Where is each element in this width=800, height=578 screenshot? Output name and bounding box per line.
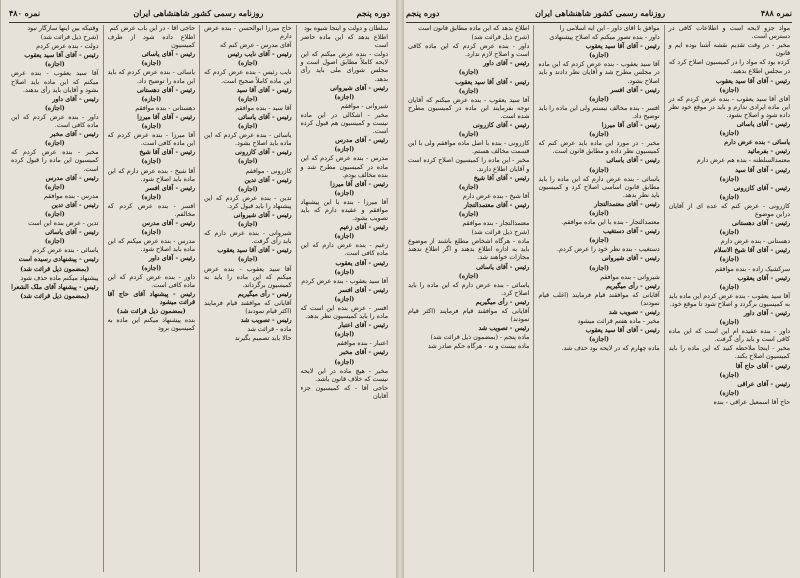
permission-note: (اجازه)	[237, 256, 258, 264]
paragraph: مخبر - ماده هفتم قرائت میشود	[577, 318, 660, 326]
paragraph: زعیم - بنده عرض دارم که این ماده کافی است.	[300, 242, 388, 258]
permission-note: (اجازه)	[458, 183, 479, 191]
permission-note: (اجازه)	[719, 229, 740, 237]
paragraph: مخبر - هیچ ماده در این لایحه نیست که خلاف قانون باشد.	[300, 367, 388, 383]
right-page	[398, 0, 800, 578]
paragraph: یاسائی - بنده عرض کردم که این ماده باید اصلاح بشود.	[204, 132, 292, 148]
speaker-line: رئیس - آقای آقا میرزا	[601, 122, 660, 130]
paragraph: آقا شیخ - بنده عرض دارم	[462, 192, 530, 200]
speaker-line: رئیس - آقای کازرونی	[472, 122, 530, 130]
speaker-line: رئیس - آقای یاسائی	[736, 121, 790, 129]
paragraph: کازرونی - بنده با اصل ماده موافقم ولی با این قسمت مخالف هستم.	[408, 140, 530, 156]
permission-note: (اجازه)	[141, 95, 162, 103]
paragraph: دستغیب - بنده نظر خود را عرض کردم.	[557, 246, 660, 254]
permission-note: (اجازه)	[141, 229, 162, 237]
text-column	[404, 25, 534, 572]
paragraph: دهستانی - بنده عرض دارم	[720, 238, 790, 246]
right-page-number: نمره ۴۸۸	[760, 8, 792, 18]
paragraph: بنده پیشنهاد میکنم این ماده به کمیسیون برود	[107, 317, 195, 333]
paragraph: آقایانی که موافقند قیام فرمایند (اغلب قیام نمودند)	[538, 291, 660, 307]
permission-note: (اجازه)	[589, 52, 609, 60]
speaker-line: رئیس - آقای آقا میرزا	[330, 180, 388, 188]
paragraph: دولت - بنده عرض کردم	[36, 43, 99, 51]
speaker-line: رئیس - آقای آقا سید	[236, 86, 292, 94]
speaker-line: رئیس - آقای مدرس	[45, 174, 99, 182]
permission-note: (اجازه)	[719, 175, 740, 183]
paragraph: تدین - بنده عرض کردم که این پیشنهاد را باید قبول کرد.	[204, 194, 292, 210]
speaker-line: رئیس - آقای تدین	[51, 201, 99, 209]
paragraph: ماده - قرائت شد	[247, 326, 292, 334]
permission-note: (بمضمون ذیل قرائت شد)	[116, 308, 186, 315]
paragraph: آقایانی که موافقند قیام فرمایند (اکثر قیام نمودند)	[408, 308, 530, 324]
permission-note: (اجازه)	[141, 158, 162, 166]
speaker-line: رئیس - آقای آقا شیخ الاسلام	[713, 247, 790, 255]
paragraph: افسر - بنده عرض کردم که مخالفم.	[107, 202, 195, 218]
speaker-line: رئیس - آقای کازرونی	[733, 184, 790, 192]
speaker-line: رئیس - آقای حاج آقا	[735, 362, 790, 370]
speaker-line: رئیس - آقای معتمدالتجار	[463, 201, 530, 209]
permission-note: (اجازه)	[334, 331, 355, 339]
speaker-line: رئیس - آقای کازرونی	[234, 149, 292, 157]
paragraph: شیروانی - بنده موافقم	[600, 273, 660, 281]
speaker-line: رئیس - آقای مخبر	[50, 131, 99, 139]
left-page-header	[9, 6, 390, 23]
paragraph: معتمدالتجار - بنده موافقم	[462, 220, 530, 228]
speaker-line: رئیس - تصویب شد	[240, 317, 292, 325]
speaker-line: رئیس - آقای افسر	[610, 86, 660, 94]
paragraph: موافق با آقای داور - این آیه اسلامی را	[559, 25, 660, 32]
left-page-number: نمره ۴۸۰	[9, 8, 41, 18]
paragraph: یاسائی - بنده عرض کردم	[32, 247, 99, 255]
paragraph: کازرونی - موافقم	[245, 167, 292, 175]
speaker-line: رئیس - آقای افسر	[145, 184, 195, 192]
paragraph: دهستانی - بنده موافقم	[135, 104, 195, 112]
permission-note: (اجازه)	[237, 185, 258, 193]
speaker-line: رئیس - آقای یعقوب	[335, 259, 388, 267]
paragraph: یاسائی - بنده عرض دارم که این ماده را باید اصلاح کرد.	[408, 281, 530, 297]
permission-note: (اجازه)	[719, 193, 740, 201]
speaker-line: رئیس - پیشنهاد آقای ملک الشعرا	[11, 283, 99, 291]
permission-note: (اجازه)	[141, 123, 162, 131]
paragraph: داور - بنده تصور میکنم که اصلاح پیشنهادی	[549, 34, 660, 42]
paragraph: آقا سید یعقوب - بنده عرض کردم	[301, 277, 388, 285]
speaker-line: رئیس - آقای یعقوب	[737, 274, 790, 282]
permission-note: (اجازه)	[719, 371, 740, 379]
speaker-line: رئیس - آقای اعتبار	[338, 322, 388, 330]
paragraph: آقا سید - بنده موافقم	[235, 104, 292, 112]
speaker-line: رئیس - آقای یاسائی	[238, 113, 292, 121]
paragraph: معتمدالسلطنه - بنده هم عرض دارم	[696, 157, 790, 165]
speaker-line: رئیس - آقای معتمدالتجار	[594, 200, 660, 208]
paragraph: مواد جزو لایحه است و اطلاعات کافی در دسترس است.	[668, 25, 790, 41]
permission-note: (اجازه)	[334, 268, 355, 276]
paragraph: آقا سید یعقوب - بنده عرض کردم که این ماده در مجلس مطرح شد و آقایان نظر دادند و باید اصلاح بشود.	[538, 61, 660, 85]
permission-note: (اجازه)	[334, 93, 355, 101]
permission-note: (اجازه)	[589, 237, 609, 245]
paragraph: حاج میرزا ابوالحسن - بنده عرض دارم	[204, 25, 292, 41]
paragraph: آقا سید یعقوب - بنده عرض میکنم که این ماده را باید به کمیسیون برگرداند.	[204, 265, 292, 289]
permission-note: (اجازه)	[237, 60, 258, 68]
paragraph: حاجی آقا - که کمیسیون جزء آقایان	[300, 384, 388, 400]
permission-note: (اجازه)	[141, 193, 162, 201]
paragraph: مخبر - اینجا ملاحظه کنید که این ماده را باید کمیسیون اصلاح بکند.	[668, 345, 790, 361]
speaker-line: رئیس - آقای مدرس	[335, 137, 388, 145]
speaker-line: رئیس - آقای آقا شیخ	[473, 174, 530, 182]
speaker-line: رئیس - آقای دستغیب	[603, 228, 660, 236]
permission-note: (اجازه)	[237, 221, 258, 229]
permission-note: (اجازه)	[719, 389, 740, 397]
permission-note: (اجازه)	[458, 210, 479, 218]
speaker-line: رئیس - آقای داور	[148, 255, 195, 263]
permission-note: (اجازه)	[44, 104, 65, 112]
speaker-line: رئیس - آقای یاسائی	[45, 229, 99, 237]
speaker-line: رئیس - آقای داور	[52, 95, 99, 103]
speaker-line: رئیس - آقای شیروانی	[330, 84, 388, 92]
paragraph: مخبر - اشکالی در این ماده نیست و کمیسیون هم قبول کرده است.	[300, 111, 388, 136]
permission-note: (اجازه)	[44, 61, 65, 69]
speaker-line: رئیس - آقای یاسائی	[606, 157, 660, 165]
speaker-line: رئیس - آقای آقا سید یعقوب	[715, 77, 790, 85]
speaker-line: رئیس - آقای آقا شیخ	[139, 149, 195, 157]
paragraph: آقا سید یعقوب - بنده عرض کردم این ماده باید به کمیسیون برگردد و اصلاح شود تا موقع خود.	[668, 292, 790, 308]
text-column	[104, 25, 201, 572]
permission-note: (اجازه)	[589, 264, 609, 272]
permission-note: (اجازه)	[589, 95, 609, 103]
speaker-line: رئیس - آقای داور	[743, 310, 790, 317]
permission-note: (اجازه)	[334, 233, 355, 241]
right-page-columns	[404, 25, 794, 572]
speaker-line: رئیس - آقای آقا سید یعقوب	[455, 78, 530, 86]
right-newspaper-title: روزنامه رسمی کشور شاهنشاهی ایران	[535, 8, 666, 18]
text-column	[297, 25, 393, 572]
paragraph: مخبر - در مورد این ماده باید عرض کنم که کمیسیون نظر داده و مطابق قانون است.	[538, 140, 660, 156]
paragraph: نایب رئیس - بنده عرض کردم که این ماده کاملاً صحیح است.	[204, 69, 292, 85]
paragraph: در مجلس اطلاع بدهید.	[730, 68, 790, 76]
paragraph: اطلاع داده شود از طرف کمیسیون	[107, 34, 195, 50]
speaker-line: رئیس - آقای عراقی	[737, 380, 790, 388]
paragraph: ماده چهارم که در لایحه بود حذف شد.	[561, 345, 660, 353]
permission-note: (اجازه)	[44, 210, 65, 218]
speaker-line: رئیس - آقای دهستانی	[136, 86, 195, 94]
paragraph: شیروانی - موافقم	[340, 102, 388, 110]
permission-note: (اجازه)	[719, 130, 740, 138]
permission-note: (اجازه)	[589, 209, 609, 217]
paragraph: آقای مدرس - عرض کنم که	[220, 42, 292, 50]
permission-note: (اجازه)	[458, 272, 479, 280]
speaker-line: رئیس - آقای نایب رئیس	[227, 51, 292, 59]
speaker-line: رئیس - بفرمائید	[747, 148, 790, 156]
permission-note: (اجازه)	[589, 166, 609, 174]
speaker-line: رئیس - رأی میگیریم	[475, 298, 530, 306]
speaker-line: رئیس - آقای آقا سید یعقوب	[24, 52, 99, 60]
speaker-line: رئیس - آقای آقا سید یعقوب	[585, 327, 660, 335]
right-session-label: دوره پنجم	[406, 8, 440, 18]
paragraph: مدرس - بنده عرض کردم که این ماده در کمیسیون مطرح شد و بنده مخالف بودم.	[300, 155, 388, 179]
permission-note: (اجازه)	[589, 336, 609, 344]
permission-note: (بمضمون ذیل قرائت شد)	[20, 265, 90, 273]
speaker-line: رئیس - آقای افسر	[338, 286, 388, 294]
permission-note: (اجازه)	[141, 60, 162, 68]
paragraph: آقا سید یعقوب - بنده عرض میکنم که آقایان توجه بفرمایند این ماده در کمیسیون مطرح شده است.	[408, 96, 530, 120]
speaker-line: رئیس - آقای آقا سید یعقوب	[585, 43, 660, 51]
speaker-line: رئیس - پیشنهادی رسیده است	[18, 256, 99, 264]
paragraph: دولت - بنده عرض میکنم که این لایحه کاملاً مطابق اصول است و مجلس شورای ملی باید رأی بدهد.	[300, 51, 388, 83]
permission-note: (اجازه)	[458, 131, 479, 139]
paragraph: آقا میرزا - بنده با این پیشنهاد موافقم و عقیده دارم که باید تصویب بشود.	[300, 198, 388, 223]
paragraph: ماده بیست و نه - هرگاه حکم صادر شد	[427, 343, 530, 351]
paragraph: شیروانی - بنده عرض دارم که باید رأی گرفت.	[204, 230, 292, 246]
permission-note: (اجازه)	[458, 87, 479, 95]
speaker-line: رئیس - آقای یاسائی	[141, 51, 195, 59]
permission-note: (اجازه)	[334, 189, 355, 197]
paragraph: داور - بنده عقیده ام این است که این ماده کافی است و باید رأی گرفت.	[668, 328, 790, 344]
permission-note: (اجازه)	[44, 238, 65, 246]
speaker-line: رئیس - آقای مخبر	[339, 349, 388, 357]
text-column	[665, 25, 794, 572]
paragraph: مخبر - بنده عرض کردم که کمیسیون این ماده را قبول کرده است.	[11, 149, 99, 173]
permission-note: (اجازه)	[719, 256, 740, 264]
speaker-line: رئیس - تصویب شد	[478, 325, 530, 333]
paragraph: مدرس - بنده موافقم	[43, 192, 99, 200]
permission-note: (اجازه)	[141, 264, 162, 272]
paragraph: اطلاع بدهد که این ماده حاضر است	[300, 34, 388, 50]
permission-note: (اجازه)	[719, 283, 740, 291]
paragraph: داور - بنده عرض کردم که این ماده کافی است.	[11, 113, 99, 130]
permission-note: (اجازه)	[334, 295, 355, 303]
left-session-label: دوره پنجم	[356, 8, 390, 18]
permission-note: (اجازه)	[44, 140, 65, 148]
paragraph: کازرونی - عرض کنم که عده ای از آقایان دراین موضوع	[668, 202, 790, 218]
paragraph: تدین - عرض بنده این است	[28, 220, 99, 228]
permission-note: (اجازه)	[719, 86, 740, 94]
speaker-line: رئیس - تصویب شد	[608, 309, 660, 316]
paragraph: حاج آقا اسمعیل عراقی - بنده	[713, 398, 790, 406]
speaker-line: رئیس - آقای مدرس	[142, 220, 195, 228]
right-page-header	[406, 6, 792, 23]
permission-note: (اجازه)	[44, 183, 65, 191]
paragraph: مدرس - بنده عرض میکنم که این ماده باید اصلاح شود.	[107, 238, 195, 254]
paragraph: (شرح ذیل قرائت شد)	[40, 34, 99, 42]
left-page-columns	[7, 25, 392, 572]
paragraph: مخبر - در وقت تقدیم نقشه آشنا بوده ایم و قانون	[668, 42, 790, 58]
paragraph: وقتیکه بین اینها سازگار نبود	[27, 25, 99, 32]
text-column	[534, 25, 664, 572]
speaker-line: رئیس - آقای داور	[483, 60, 530, 68]
paragraph: ماده پنجم - (بمضمون ذیل قرائت شد)	[430, 334, 530, 342]
speaker-line: رئیس - آقای آقا سید	[735, 166, 790, 174]
permission-note: (اجازه)	[719, 319, 740, 327]
permission-note: (اجازه)	[237, 95, 258, 103]
permission-note: (اجازه)	[334, 358, 355, 366]
speaker-line: رئیس - آقای دهستانی	[731, 220, 790, 228]
paragraph: ماده - هرگاه اشخاص مطلع باشند از موضوع باید به اداره اطلاع بدهند و اگر اطلاع ندهند مجازات خواهند شد.	[408, 238, 530, 262]
paragraph: آقای آقا سید یعقوب - بنده عرض کردم که در این ماده ایرادی ندارم و باید در موقع خود نظر داده شود و اصلاح بشود.	[668, 95, 790, 119]
paragraph: افسر - عرض بنده این است که ماده را باید کمیسیون نظر بدهد.	[300, 305, 388, 321]
left-page	[0, 0, 398, 578]
paragraph: آقایانی که موافقند قیام فرمایند (اکثر قیام نمودند)	[204, 299, 292, 315]
paragraph: سلطان و دولت و اینجا شیوه بود	[303, 25, 388, 32]
permission-note: (اجازه)	[237, 158, 258, 166]
paragraph: (شرح ذیل قرائت شد)	[471, 34, 530, 42]
paragraph: معتمدالتجار - بنده با این ماده موافقم.	[561, 219, 660, 227]
paragraph: (شرح ذیل قرائت شد)	[471, 229, 530, 237]
text-column	[7, 25, 104, 572]
text-column	[200, 25, 297, 572]
speaker-line: رئیس - آقای زعیم	[339, 224, 388, 232]
paragraph: کرده بود که مواد را در کمیسیون اصلاح کرد که	[668, 59, 790, 67]
speaker-line: رئیس - آقای شیروانی	[601, 255, 660, 263]
permission-note: (اجازه)	[334, 146, 355, 154]
speaker-line: رئیس - آقای یاسائی	[475, 263, 530, 271]
paragraph: داور - بنده عرض کردم که این ماده کافی است.	[107, 273, 195, 289]
permission-note: (اجازه)	[237, 123, 258, 131]
page-gutter	[396, 0, 404, 578]
paragraph: حالا باید تصمیم بگیرند	[234, 335, 292, 343]
speaker-line: رئیس - آقای تدین	[244, 176, 292, 184]
paragraph: حاجی آقا - در این باب عرض کنم	[109, 25, 195, 32]
speaker-line: رئیس - آقای آقا میرزا	[137, 113, 195, 121]
paragraph: اطلاع بدهد که این ماده مطابق قانون است	[418, 25, 530, 32]
speaker-line: رئیس - آقای شیروانی	[233, 211, 292, 219]
speaker-line: یاسائی - بنده عرض دارم	[724, 139, 790, 147]
paragraph: اعتبار - بنده موافقم	[336, 340, 388, 348]
speaker-line: رئیس - پیشنهاد آقای حاج آقا قرائت میشود	[107, 290, 195, 306]
left-newspaper-title: روزنامه رسمی کشور شاهنشاهی ایران	[133, 8, 264, 18]
paragraph: افسر - بنده مخالف نیستم ولی این ماده را باید توضیح داد.	[538, 104, 660, 120]
permission-note: (بمضمون ذیل قرائت شد)	[20, 292, 90, 300]
paragraph: داور - بنده عرض کردم که این ماده کافی است و اصلاح لازم ندارد.	[408, 43, 530, 59]
paragraph: پیشنهاد میکنم ماده حذف شود	[20, 274, 99, 282]
permission-note: (اجازه)	[458, 69, 479, 77]
speaker-line: رئیس - آقای آقا سید یعقوب	[217, 247, 292, 255]
paragraph: آقا شیخ - بنده عرض دارم که این ماده باید اصلاح شود.	[107, 167, 195, 183]
speaker-line: رئیس - رأی میگیریم	[237, 290, 292, 298]
paragraph: یاسائی - بنده عرض کردم که باید این ماده را توضیح داد.	[107, 69, 195, 85]
paragraph: یاسائی - بنده عرض دارم که این ماده را باید مطابق قانون اساسی اصلاح کرد و کمیسیون باید نظر بدهد.	[538, 175, 660, 199]
speaker-line: رئیس - رأی میگیریم	[605, 282, 660, 290]
paragraph: آقا سید یعقوب - بنده عرض میکنم که این ماده باید اصلاح بشود و آقایان باید رأی بدهند.	[11, 70, 99, 94]
permission-note: (اجازه)	[589, 131, 609, 139]
paragraph: مخبر - این ماده را کمیسیون اصلاح کرده است و آقایان اطلاع دارند.	[408, 157, 530, 173]
paragraph: سرکشیک زاده - بنده موافقم	[715, 265, 790, 273]
paragraph: آقا میرزا - بنده عرض کردم که این ماده کافی است.	[107, 132, 195, 148]
